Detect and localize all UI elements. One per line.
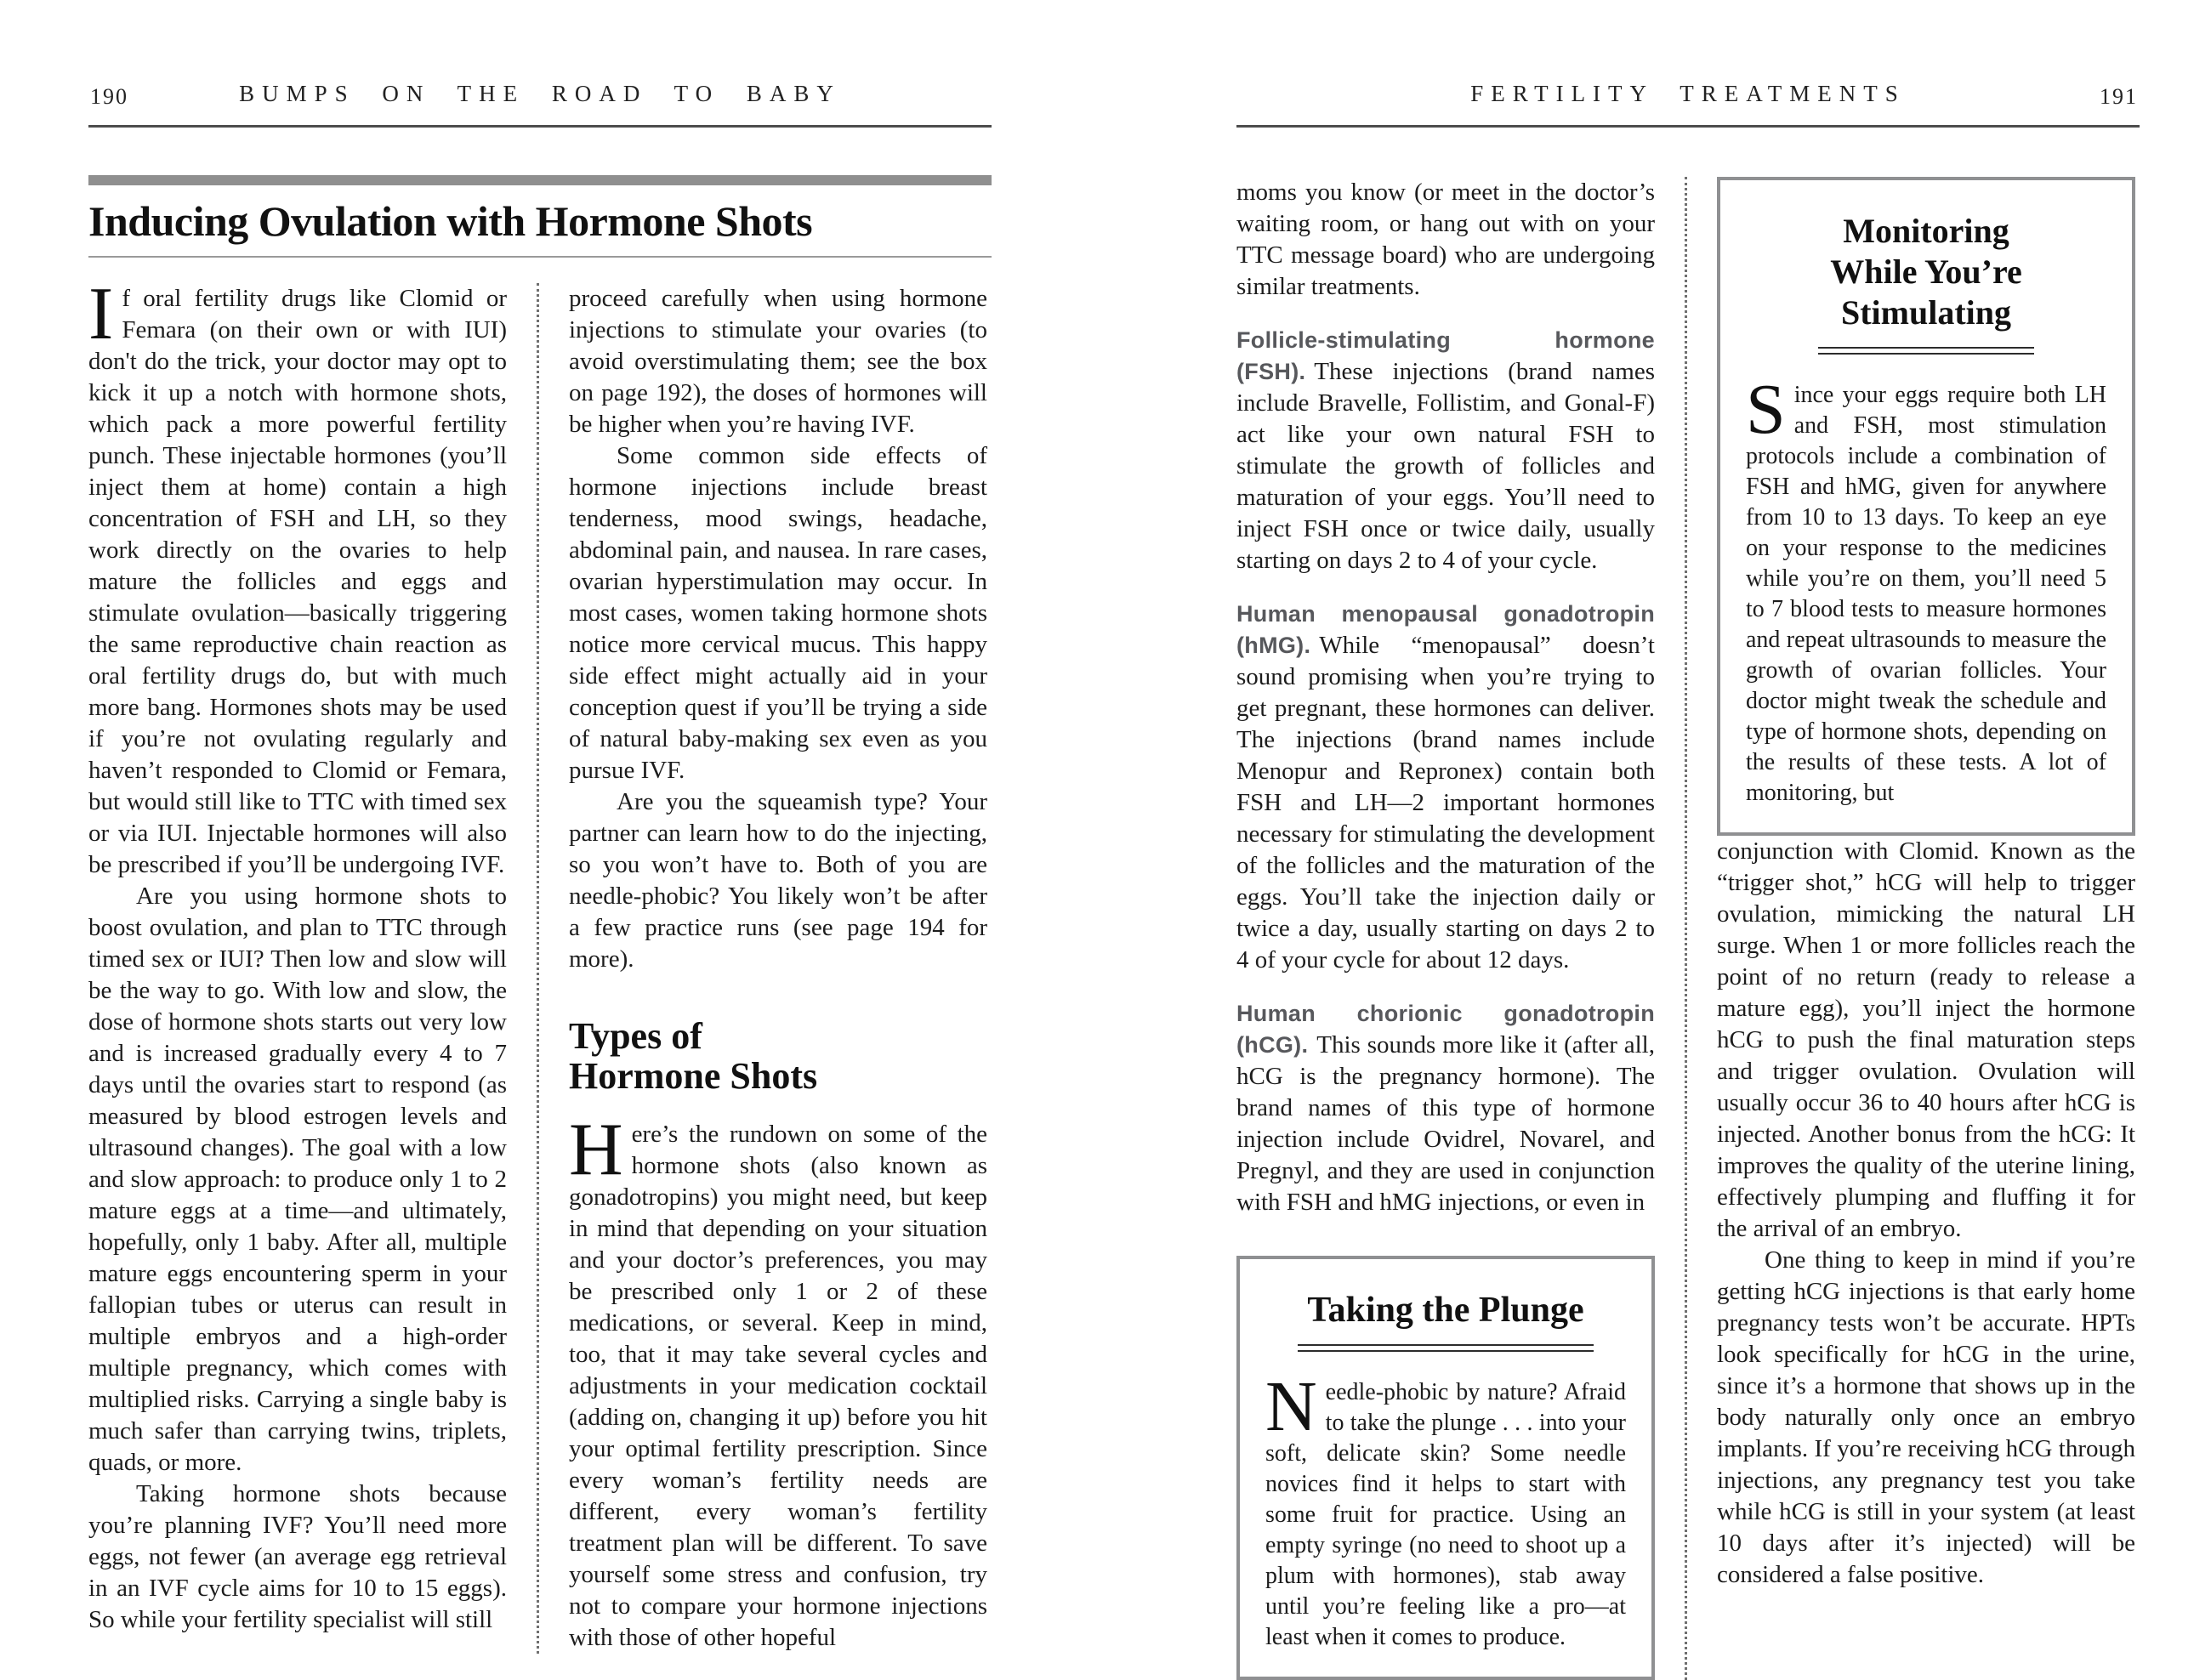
left-page-columns bbox=[88, 272, 992, 1654]
drop-cap: H bbox=[569, 1108, 623, 1191]
paragraph-text: eedle-phobic by nature? Afraid to take the plunge . . . into your soft, delicate skin? Some needle novices find it helps to start with some fruit for practice. Using an empty syringe (no need to shoot up a plum with hormones), stab away until you’re feeling like a pro—at least when it comes to produce. bbox=[1265, 1379, 1626, 1651]
body-paragraph bbox=[1236, 325, 1655, 576]
box-title-line: While You’re bbox=[1830, 253, 2022, 291]
title-underline bbox=[88, 256, 992, 258]
section-heading bbox=[569, 1016, 987, 1097]
body-paragraph bbox=[1236, 599, 1655, 976]
right-page bbox=[1236, 81, 2140, 1680]
box-title: Taking the Plunge bbox=[1307, 1291, 1584, 1330]
left-page-column-2 bbox=[569, 283, 987, 1654]
column-divider-dotted bbox=[537, 283, 539, 1654]
running-head: BUMPS ON THE ROAD TO BABY bbox=[239, 81, 841, 106]
paragraph-text: f oral fertility drugs like Clomid or Femara (on their own or with IUI) don't do the trick, your doctor may opt to kick it up a notch with hormone shots, which pack a more powerful fertility punch. These injectable hormones (you’ll inject them at home) contain a high concentration of FSH and LH, so they work directly on the ovaries to help mature the follicles and eggs and stimulate ovulation—basically triggering the same reproductive chain reaction as oral fertility drugs do, but with much more bang. Hormones shots may be used if you’re not ovulating regularly and haven’t responded to Clomid or Femara, but would still like to TTC with timed sex or via IUI. Injectable hormones will also be prescribed if you’ll be undergoing IVF. bbox=[88, 284, 507, 878]
paragraph-text: While “menopausal” doesn’t sound promising when you’re trying to get pregnant, these hormones can deliver. The injections (brand names include Menopur and Repronex) contain both FSH and LH—2 important hormones necessary for stimulating the development of the follicles and the maturation of the eggs. You’ll take the injection daily or twice a day, usually starting on days 2 to 4 of your cycle for about 12 days. bbox=[1236, 632, 1655, 973]
body-paragraph bbox=[569, 1108, 987, 1654]
runin-heading: Human chorionic gonadotropin (hCG). bbox=[1236, 1001, 1655, 1058]
drop-cap: S bbox=[1746, 370, 1786, 449]
body-paragraph bbox=[88, 272, 507, 881]
box-title-line: Monitoring bbox=[1843, 212, 2009, 250]
drop-cap: I bbox=[88, 272, 114, 355]
left-page bbox=[88, 81, 992, 1654]
runin-heading: Follicle-stimulating hormone (FSH). bbox=[1236, 327, 1655, 384]
right-page-columns bbox=[1236, 177, 2140, 1680]
section-heading-line: Hormone Shots bbox=[569, 1055, 818, 1098]
box-title-rule bbox=[1298, 1344, 1594, 1352]
paragraph-text: ince your eggs require both LH and FSH, most stimulation protocols include a combination of FSH and hMG, given for anywhere from 10 to 13 days. To keep an eye on your response to the medicines while you’re on them, you’ll need 5 to 7 blood tests to measure hormones and repeat ultrasounds to measure the growth of ovarian follicles. Your doctor might tweak the schedule and type of hormone shots, depending on the results of these tests. A lot of monitoring, but bbox=[1746, 382, 2106, 806]
column-divider-dotted bbox=[1685, 177, 1687, 1680]
drop-cap: N bbox=[1265, 1367, 1317, 1447]
body-paragraph bbox=[1236, 998, 1655, 1218]
right-page-column-1 bbox=[1236, 177, 1655, 1680]
section-heading-line: Types of bbox=[569, 1014, 702, 1057]
sidebar-box-taking-the-plunge bbox=[1236, 1256, 1655, 1680]
paragraph-text: ere’s the rundown on some of the hormone shots (also known as gonadotropins) you might need, but keep in mind that depending on your situation and your doctor’s preferences, you may be prescribed only 1 or 2 of these medications, or several. Keep in mind, too, that it may take several cycles and adjustments in your medication cocktail (adding on, changing it up) before you hit your optimal fertility prescription. Since every woman’s fertility needs are different, every woman’s fertility treatment plan will be different. To save yourself some stress and confusion, try not to compare your hormone injections with those of other hopeful bbox=[569, 1120, 987, 1651]
body-paragraph: One thing to keep in mind if you’re getting hCG injections is that early home pregnancy tests won’t be accurate. HPTs look specifically for hCG in the urine, since it’s a hormone that shows up in the body naturally only once an embryo implants. If you’re receiving hCG through injections, any pregnancy test you take while hCG is still in your system (at least 10 days after it’s injected) will be considered a false positive. bbox=[1717, 1246, 2135, 1588]
body-paragraph bbox=[1265, 1367, 1626, 1653]
right-page-column-2 bbox=[1717, 177, 2135, 1680]
running-head: FERTILITY TREATMENTS bbox=[1470, 81, 1906, 106]
left-page-header bbox=[88, 81, 992, 128]
box-title-rule bbox=[1818, 347, 2034, 355]
box-title-line: Stimulating bbox=[1840, 293, 2012, 332]
body-paragraph: Taking hormone shots because you’re planning IVF? You’ll need more eggs, not fewer (an average egg retrieval in an IVF cycle aims for 10 to 15 eggs). So while your fertility specialist will still bbox=[88, 1479, 507, 1633]
body-paragraph: Are you using hormone shots to boost ovulation, and plan to TTC through timed sex or IUI? Then low and slow will be the way to go. With low and slow, the dose of hormone shots starts out very low and is increased gradually every 4 to 7 days until the ovaries start to respond (as measured by blood estrogen levels and ultrasound changes). The goal with a low and slow approach: to produce only 1 to 2 mature eggs at a time—and ultimately, hopefully, only 1 baby. After all, multiple mature eggs encountering sperm in your fallopian tubes or uterus can result in multiple embryos and a high-order multiple pregnancy, which comes with multiplied risks. Carrying a single baby is much safer than carrying twins, triplets, quads, or more. bbox=[88, 882, 507, 1476]
article-title-block bbox=[88, 175, 992, 258]
box-title bbox=[1746, 211, 2106, 333]
body-paragraph: Some common side effects of hormone injections include breast tenderness, mood swings, headache, abdominal pain, and nausea. In rare cases, ovarian hyperstimulation may occur. In most cases, women taking hormone shots notice more cervical mucus. This happy side effect might actually aid in your conception quest if you’ll be trying a side of natural baby-making sex even as you pursue IVF. bbox=[569, 441, 987, 784]
body-paragraph: proceed carefully when using hormone injections to stimulate your ovaries (to avoid overstimulating them; see the box on page 192), the doses of hormones will be higher when you’re having IVF. bbox=[569, 284, 987, 438]
page-number: 190 bbox=[90, 84, 128, 109]
body-paragraph: conjunction with Clomid. Known as the “trigger shot,” hCG will help to trigger ovulation, mimicking the natural LH surge. When 1 or more follicles reach the point of no return (ready to release a mature egg), you’ll inject the hormone hCG to push the final maturation steps and trigger ovulation. Ovulation will usually occur 36 to 40 hours after hCG is injected. Another bonus from the hCG: It improves the quality of the uterine lining, effectively plumping and fluffing it for the arrival of an embryo. bbox=[1717, 837, 2135, 1242]
paragraph-text: These injections (brand names include Bravelle, Follistim, and Gonal-F) act like your own natural FSH to stimulate the growth of follicles and maturation of your eggs. You’ll need to inject FSH once or twice daily, usually starting on days 2 to 4 of your cycle. bbox=[1236, 358, 1655, 574]
article-title: Inducing Ovulation with Hormone Shots bbox=[88, 197, 813, 245]
page-number: 191 bbox=[2100, 84, 2138, 109]
left-page-column-1 bbox=[88, 272, 507, 1654]
runin-heading: Human menopausal gonadotropin (hMG). bbox=[1236, 601, 1655, 658]
body-paragraph: moms you know (or meet in the doctor’s waiting room, or hang out with on your TTC message board) who are undergoing similar treatments. bbox=[1236, 179, 1655, 300]
title-bar bbox=[88, 175, 992, 185]
sidebar-box-monitoring bbox=[1717, 177, 2135, 836]
body-paragraph: Are you the squeamish type? Your partner can learn how to do the injecting, so you won’t have to. Both of you are needle-phobic? You likely won’t be after a few practice runs (see page 194 for more). bbox=[569, 787, 987, 973]
paragraph-text: This sounds more like it (after all, hCG is the pregnancy hormone). The brand names of this type of hormone injection include Ovidrel, Novarel, and Pregnyl, and they are used in conjunction with FSH and hMG injections, or even in bbox=[1236, 1031, 1655, 1216]
body-paragraph bbox=[1746, 370, 2106, 809]
right-page-header bbox=[1236, 81, 2140, 128]
